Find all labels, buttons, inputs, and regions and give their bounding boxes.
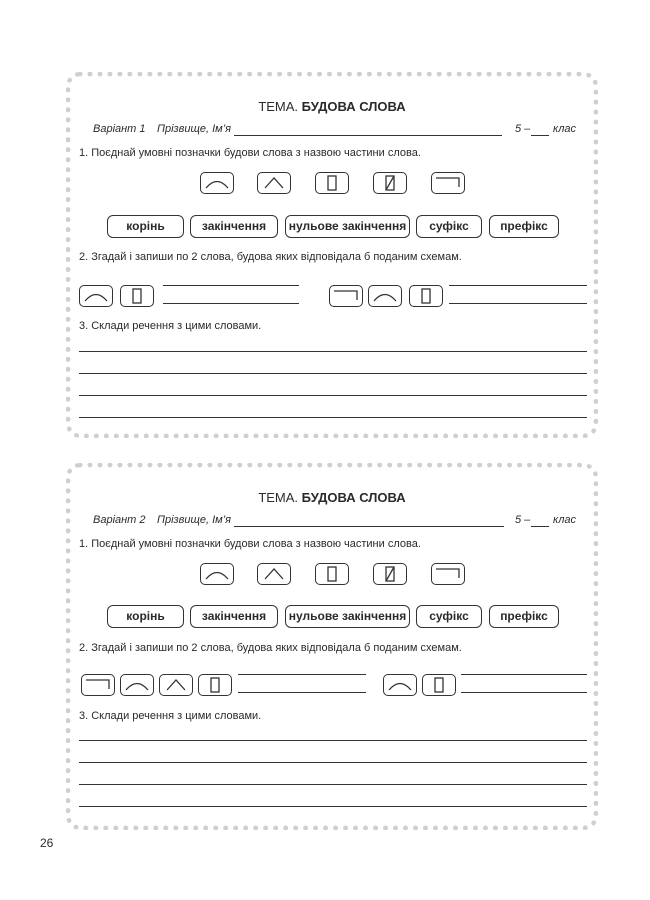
worksheet-title xyxy=(71,99,593,114)
name-input-line[interactable] xyxy=(234,526,504,527)
task-1: 1. Поєднай умовні позначки будови слова з назвою частини слова. xyxy=(79,147,421,159)
prefix-symbol-icon[interactable] xyxy=(431,563,465,585)
chip-zero-ending[interactable]: нульове закінчення xyxy=(285,215,410,238)
class-input-line[interactable] xyxy=(531,135,549,136)
answer-line[interactable] xyxy=(449,285,587,286)
root-symbol-icon[interactable] xyxy=(200,563,234,585)
ending-symbol-icon[interactable] xyxy=(315,563,349,585)
worksheet-variant-2 xyxy=(66,463,598,830)
root-symbol-icon xyxy=(383,674,417,696)
chip-zero-ending[interactable]: нульове закінчення xyxy=(285,605,410,628)
answer-line[interactable] xyxy=(238,692,366,693)
variant-label: Варіант 1 xyxy=(93,123,146,135)
answer-line[interactable] xyxy=(461,692,587,693)
sentence-line[interactable] xyxy=(79,373,587,374)
task-2: 2. Згадай і запиши по 2 слова, будова яких відповідала б поданим схемам. xyxy=(79,251,462,263)
chip-ending[interactable]: закінчення xyxy=(190,605,278,628)
sentence-line[interactable] xyxy=(79,417,587,418)
prefix-symbol-icon xyxy=(329,285,363,307)
suffix-symbol-icon[interactable] xyxy=(257,563,291,585)
worksheet-title xyxy=(71,490,593,505)
chip-ending[interactable]: закінчення xyxy=(190,215,278,238)
page-number: 26 xyxy=(40,836,54,850)
prefix-symbol-icon[interactable] xyxy=(431,172,465,194)
class-suffix: клас xyxy=(553,514,577,526)
title-prefix: ТЕМА. xyxy=(258,490,299,505)
root-symbol-icon[interactable] xyxy=(200,172,234,194)
task-3: 3. Склади речення з цими словами. xyxy=(79,710,262,722)
chip-suffix[interactable]: суфікс xyxy=(416,215,482,238)
chip-root[interactable]: корінь xyxy=(107,215,184,238)
task-3: 3. Склади речення з цими словами. xyxy=(79,320,262,332)
sentence-line[interactable] xyxy=(79,784,587,785)
worksheet-variant-1 xyxy=(66,72,598,438)
zero-ending-symbol-icon xyxy=(422,674,456,696)
task-1: 1. Поєднай умовні позначки будови слова з назвою частини слова. xyxy=(79,538,421,550)
task-2: 2. Згадай і запиши по 2 слова, будова яких відповідала б поданим схемам. xyxy=(79,642,462,654)
answer-line[interactable] xyxy=(163,303,299,304)
class-prefix: 5 – xyxy=(515,123,531,135)
suffix-symbol-icon xyxy=(159,674,193,696)
suffix-symbol-icon[interactable] xyxy=(257,172,291,194)
zero-ending-symbol-icon xyxy=(120,285,154,307)
class-suffix: клас xyxy=(553,123,577,135)
name-input-line[interactable] xyxy=(234,135,502,136)
prefix-symbol-icon xyxy=(81,674,115,696)
class-input-line[interactable] xyxy=(531,526,549,527)
sentence-line[interactable] xyxy=(79,740,587,741)
chip-prefix[interactable]: префікс xyxy=(489,605,559,628)
zero-ending-symbol-icon xyxy=(409,285,443,307)
title-main: БУДОВА СЛОВА xyxy=(301,490,406,505)
answer-line[interactable] xyxy=(163,285,299,286)
zero-ending-symbol-icon xyxy=(198,674,232,696)
root-symbol-icon xyxy=(120,674,154,696)
ending-symbol-icon[interactable] xyxy=(315,172,349,194)
sentence-line[interactable] xyxy=(79,395,587,396)
answer-line[interactable] xyxy=(238,674,366,675)
answer-line[interactable] xyxy=(461,674,587,675)
variant-label: Варіант 2 xyxy=(93,514,146,526)
root-symbol-icon xyxy=(368,285,402,307)
root-symbol-icon xyxy=(79,285,113,307)
class-prefix: 5 – xyxy=(515,514,531,526)
zero-ending-symbol-icon[interactable] xyxy=(373,563,407,585)
answer-line[interactable] xyxy=(449,303,587,304)
name-label: Прізвище, Ім’я xyxy=(157,123,232,135)
chip-suffix[interactable]: суфікс xyxy=(416,605,482,628)
title-main: БУДОВА СЛОВА xyxy=(301,99,406,114)
sentence-line[interactable] xyxy=(79,351,587,352)
sentence-line[interactable] xyxy=(79,762,587,763)
chip-prefix[interactable]: префікс xyxy=(489,215,559,238)
sentence-line[interactable] xyxy=(79,806,587,807)
title-prefix: ТЕМА. xyxy=(258,99,299,114)
chip-root[interactable]: корінь xyxy=(107,605,184,628)
zero-ending-symbol-icon[interactable] xyxy=(373,172,407,194)
name-label: Прізвище, Ім’я xyxy=(157,514,232,526)
